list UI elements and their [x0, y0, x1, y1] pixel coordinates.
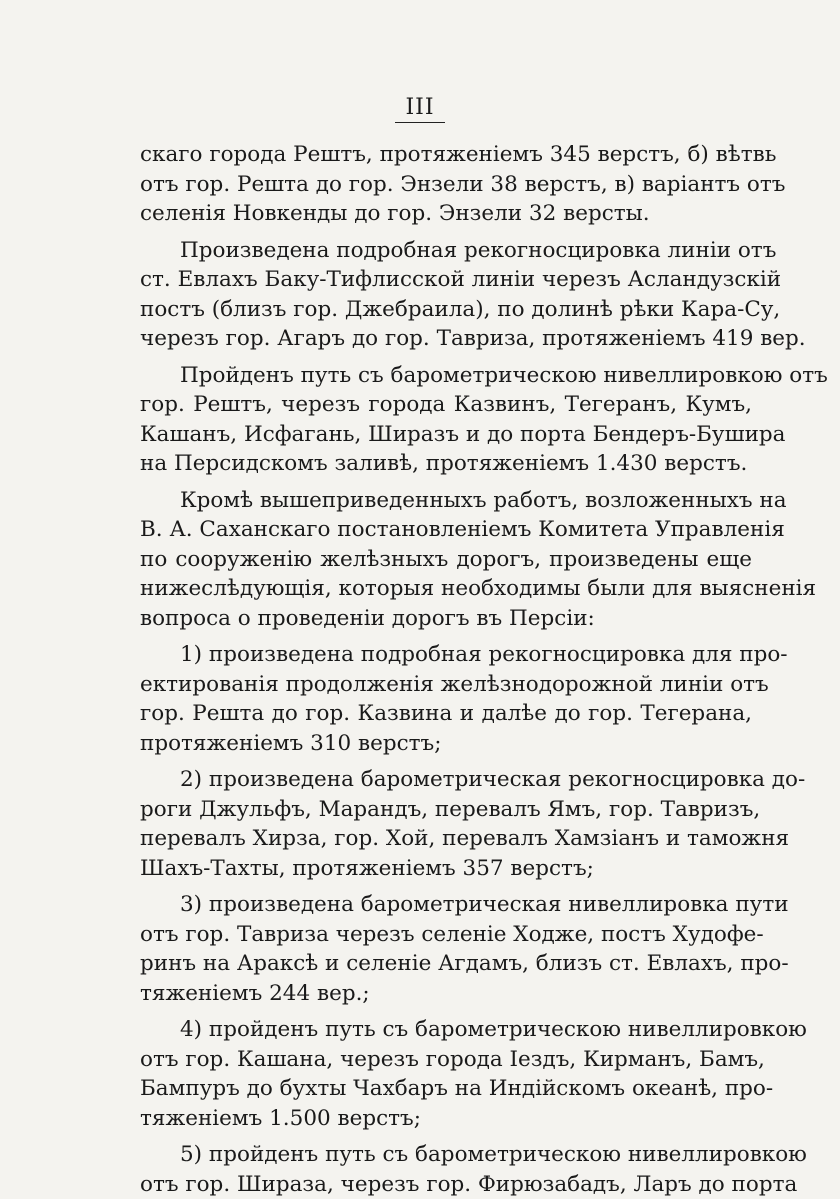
text-line: нижеслѣдующія, которыя необходимы были для выясненія	[140, 574, 752, 604]
text-line: отъ гор. Тавриза черезъ селеніе Ходже, постъ Худофе-	[140, 920, 752, 950]
paragraph-2	[140, 236, 752, 354]
text-line: перевалъ Хирза, гор. Хой, перевалъ Хамзіанъ и таможня	[140, 824, 752, 854]
text-line: селенія Новкенды до гор. Энзели 32 версты.	[140, 199, 752, 229]
text-line: тяженіемъ 1.500 верстъ;	[140, 1104, 752, 1134]
list-item-5	[140, 1140, 752, 1199]
paragraph-4	[140, 486, 752, 634]
text-line: 2) произведена барометрическая рекогносцировка до-	[140, 765, 752, 795]
text-line: 3) произведена барометрическая нивеллировка пути	[140, 890, 752, 920]
text-line: Кашанъ, Исфагань, Ширазъ и до порта Бендеръ-Бушира	[140, 420, 752, 450]
list-item-4	[140, 1015, 752, 1133]
text-line: Произведена подробная рекогносцировка линіи отъ	[140, 236, 752, 266]
text-line: 1) произведена подробная рекогносцировка для про-	[140, 640, 752, 670]
text-line: ринъ на Араксѣ и селеніе Агдамъ, близъ ст. Евлахъ, про-	[140, 949, 752, 979]
list-item-2	[140, 765, 752, 883]
text-line: роги Джульфъ, Марандъ, перевалъ Ямъ, гор. Тавризъ,	[140, 795, 752, 825]
text-line: В. А. Саханскаго постановленіемъ Комитета Управленія	[140, 515, 752, 545]
text-line: 5) пройденъ путь съ барометрическою нивеллировкою	[140, 1140, 752, 1170]
text-line: отъ гор. Решта до гор. Энзели 38 верстъ, в) варіантъ отъ	[140, 170, 752, 200]
text-line: Пройденъ путь съ барометрическою нивеллировкою отъ	[140, 361, 752, 391]
text-line: вопроса о проведеніи дорогъ въ Персіи:	[140, 604, 752, 634]
text-line: гор. Рештъ, черезъ города Казвинъ, Тегеранъ, Кумъ,	[140, 390, 752, 420]
page-number	[0, 95, 840, 120]
text-line: отъ гор. Шираза, черезъ гор. Фирюзабадъ, Ларъ до порта	[140, 1170, 752, 1199]
text-line: постъ (близъ гор. Джебраила), по долинѣ рѣки Кара-Су,	[140, 295, 752, 325]
text-line: гор. Решта до гор. Казвина и далѣе до гор. Тегерана,	[140, 699, 752, 729]
text-line: ст. Евлахъ Баку-Тифлисской линіи черезъ Асландузскій	[140, 265, 752, 295]
text-line: 4) пройденъ путь съ барометрическою нивеллировкою	[140, 1015, 752, 1045]
page-number-text: III	[395, 95, 444, 123]
text-line: ектированія продолженія желѣзнодорожной линіи отъ	[140, 670, 752, 700]
text-line: Шахъ-Тахты, протяженіемъ 357 верстъ;	[140, 854, 752, 884]
text-line: черезъ гор. Агаръ до гор. Тавриза, протяженіемъ 419 вер.	[140, 324, 752, 354]
body-text	[140, 140, 752, 1199]
text-line: Бампуръ до бухты Чахбаръ на Индійскомъ океанѣ, про-	[140, 1074, 752, 1104]
paragraph-1	[140, 140, 752, 229]
text-line: тяженіемъ 244 вер.;	[140, 979, 752, 1009]
text-line: по сооруженію желѣзныхъ дорогъ, произведены еще	[140, 545, 752, 575]
text-line: Кромѣ вышеприведенныхъ работъ, возложенныхъ на	[140, 486, 752, 516]
text-line: отъ гор. Кашана, черезъ города Іездъ, Кирманъ, Бамъ,	[140, 1045, 752, 1075]
paragraph-3	[140, 361, 752, 479]
text-line: на Персидскомъ заливѣ, протяженіемъ 1.430 верстъ.	[140, 449, 752, 479]
text-line: скаго города Рештъ, протяженіемъ 345 верстъ, б) вѣтвь	[140, 140, 752, 170]
list-item-3	[140, 890, 752, 1008]
text-line: протяженіемъ 310 верстъ;	[140, 729, 752, 759]
list-item-1	[140, 640, 752, 758]
